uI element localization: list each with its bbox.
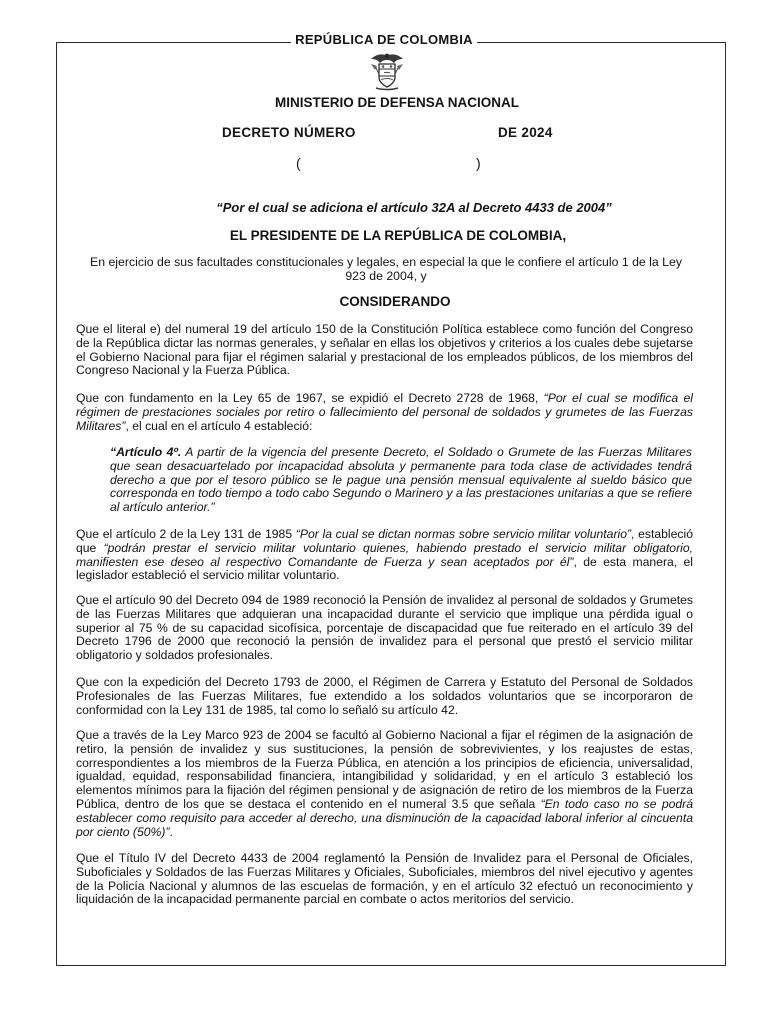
considering-heading: CONSIDERANDO xyxy=(339,294,451,309)
decree-number-close-paren: ) xyxy=(476,155,481,171)
powers-statement: En ejercicio de sus facultades constitucionales y legales, en especial la que le confiere el artículo 1 de la Ley 923 de 2004, y xyxy=(90,255,682,283)
paragraph-ley-923: Que a través de la Ley Marco 923 de 2004 se facultó al Gobierno Nacional a fijar el régimen de la asignación de retiro, la pensión de invalidez y sus sustituciones, la pensión de sobrevivientes, y los reajustes de estas, correspondientes a los miembros de la Fuerza Pública, en atención a los principios de eficiencia, universalidad, igualdad, equidad, responsabilidad financiera, intangibilidad y solidaridad, y en el artículo 3 estableció los elementos mínimos para la fijación del régimen pensional y de asignación de retiro de los miembros de la Fuerza Pública, dentro de los que se destaca el contenido en el numeral 3.5 que señala “En todo caso no se podrá establecer como requisito para acceder al derecho, una disminución de la capacidad laboral inferior al cincuenta por ciento (50%)”. xyxy=(76,728,693,839)
ministry-heading: MINISTERIO DE DEFENSA NACIONAL xyxy=(274,95,519,110)
decree-number-open-paren: ( xyxy=(296,155,301,171)
paragraph-decree-094: Que el artículo 90 del Decreto 094 de 1989 reconoció la Pensión de invalidez al personal de soldados y Grumetes de las Fuerzas Militares que adquieran una incapacidad durante el servicio que implique una pérdida igual o superior al 75 % de su capacidad sicofísica, porcentaje de discapacidad que fue reiterado en el artículo 39 del Decreto 1796 de 2000 que reconoció la pensión de invalidez para el personal que prestó el servicio militar obligatorio y soldados profesionales. xyxy=(76,593,693,663)
republic-heading: REPÚBLICA DE COLOMBIA xyxy=(0,32,768,47)
decree-year-label: DE 2024 xyxy=(498,125,553,140)
paragraph-decree-4433: Que el Título IV del Decreto 4433 de 2004 reglamentó la Pensión de Invalidez para el Personal de Oficiales, Suboficiales y Soldados de las Fuerzas Militares y Oficiales, Suboficiales, miembros del nivel ejecutivo y agentes de la Policía Nacional y alumnos de las escuelas de formación, y en el artículo 32 efectuó un reconocimiento y liquidación de la incapacidad permanente parcial en combate o actos meritorios del servicio. xyxy=(76,851,693,907)
paragraph-decree-2728: Que con fundamento en la Ley 65 de 1967, se expidió el Decreto 2728 de 1968, “Por el cual se modifica el régimen de prestaciones sociales por retiro o fallecimiento del personal de soldados y grumetes de las Fuerzas Militares”, el cual en el artículo 4 estableció: xyxy=(76,391,693,433)
paragraph-ley-131: Que el artículo 2 de la Ley 131 de 1985 “Por la cual se dictan normas sobre servicio militar voluntario”, estableció que “podrán prestar el servicio militar voluntario quienes, habiendo prestado el servicio militar obligatorio, manifiesten ese deseo al respectivo Comandante de Fuerza y sean aceptados por él”, de esta manera, el legislador estableció el servicio militar voluntario. xyxy=(76,527,693,583)
paragraph-constitution: Que el literal e) del numeral 19 del artículo 150 de la Constitución Política establece como función del Congreso de la República dictar las normas generales, y señalar en ellas los objetivos y criterios a los cuales debe sujetarse el Gobierno Nacional para fijar el régimen salarial y prestacional de los empleados públicos, de los miembros del Congreso Nacional y la Fuerza Pública. xyxy=(76,322,693,378)
paragraph-decree-1793: Que con la expedición del Decreto 1793 de 2000, el Régimen de Carrera y Estatuto del Personal de Soldados Profesionales de las Fuerzas Militares, fue extendido a los soldados voluntarios que se incorporaron de conformidad con la Ley 131 de 1985, tal como lo señaló su artículo 42. xyxy=(76,675,693,717)
colombia-coat-of-arms-icon xyxy=(366,50,408,92)
quote-article-4: “Artículo 4º. A partir de la vigencia del presente Decreto, el Soldado o Grumete de las Fuerzas Militares que sean desacuartelado por incapacidad absoluta y permanente para toda clase de actividades tendrá derecho a que por el tesoro público se le pague una pensión mensual equivalente al sueldo básico que corresponda en todo tiempo a todo cabo Segundo o Marinero y a las prestaciones unitarias a que se refiere al artículo anterior.” xyxy=(110,445,692,515)
decree-subtitle: “Por el cual se adiciona el artículo 32A al Decreto 4433 de 2004” xyxy=(216,200,612,215)
decree-number-label: DECRETO NÚMERO xyxy=(222,125,356,140)
president-heading: EL PRESIDENTE DE LA REPÚBLICA DE COLOMBIA, xyxy=(229,228,567,243)
